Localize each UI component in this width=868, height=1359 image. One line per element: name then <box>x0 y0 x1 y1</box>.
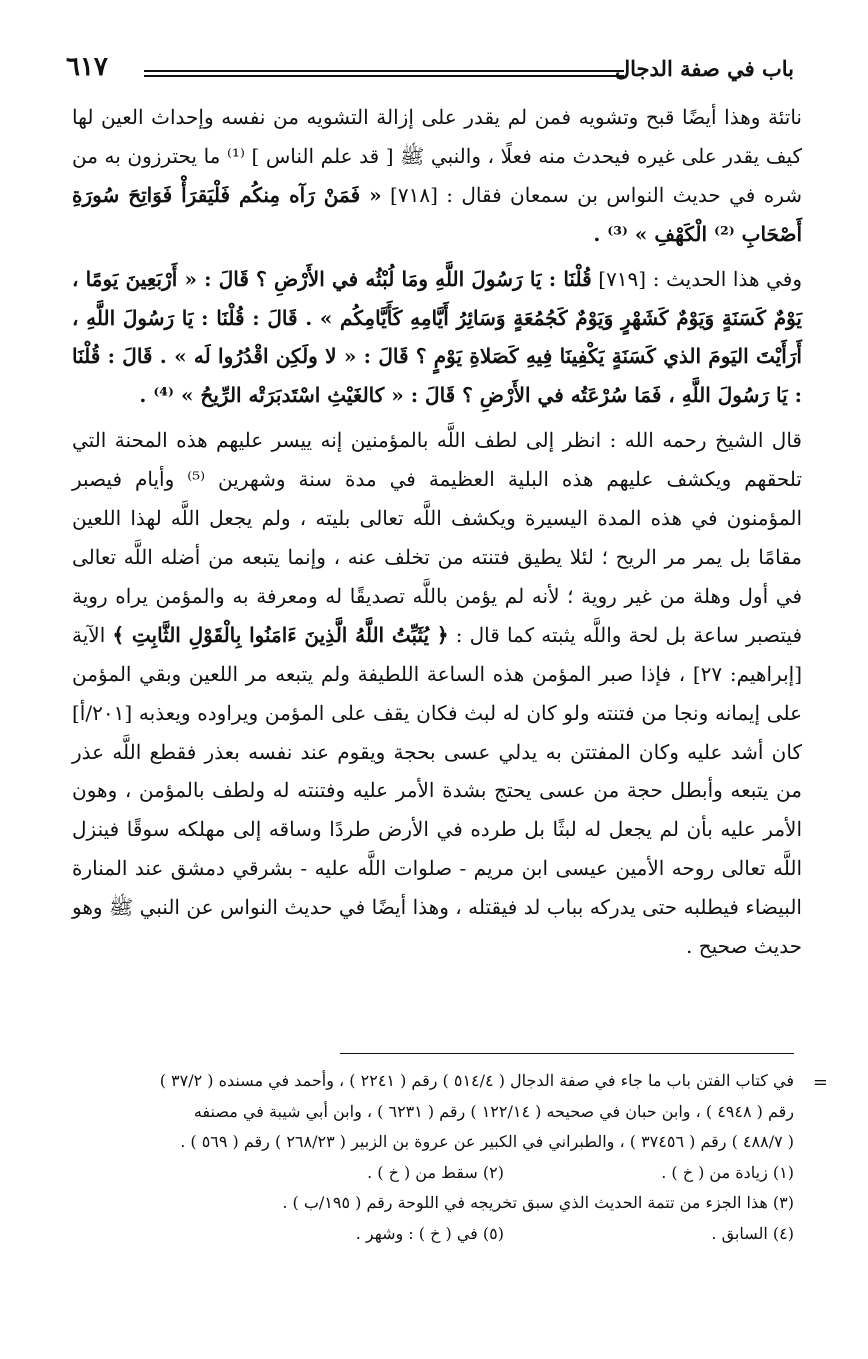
paragraph-1-text: ناتئة وهذا أيضًا قبح وتشويه فمن لم يقدر على إزالة التشويه من نفسه وإحداث العين لها كيف يقدر على غيره فيحدث منه فعلًا ، والنبي ﷺ [ قد علم الناس ] ⁽¹⁾ ما يحترزون به من شره في حديث النواس بن سمعان فقال : [٧١٨] <box>72 105 803 207</box>
paragraph-3-text: قال الشيخ رحمه الله : انظر إلى لطف اللَّه بالمؤمنين إنه ييسر عليهم هذه المحنة التي تلحقهم ويكشف عليهم هذه البلية العظيمة في مدة سنة وشهرين ⁽⁵⁾ وأيام فيصبر المؤمنون في هذه المدة اليسيرة ويكشف اللَّه تعالى بليته ، ولم يجعل اللَّه لهذا اللعين مقامًا بل يمر مر الريح ؛ لئلا يطيق فتنته من تخلف عنه ، وإنما يتبعه من أضله اللَّه تعالى في أول وهلة من غير روية ؛ لأنه لم يؤمن باللَّه تصديقًا له ومعرفة به والمؤمن يراه روية فيتصبر ساعة بل لحة واللَّه يثبته كما قال : <box>72 428 802 647</box>
footnote-5: (٥) في ( خ ) : وشهر . <box>355 1223 504 1243</box>
footnote-continued-3: ( ٤٨٨/٧ ) رقم ( ٣٧٤٥٦ ) ، والطبراني في الكبير عن عروة بن الزبير ( ٢٦٨/٢٣ ) رقم ( ٥٦٩ ) . <box>180 1132 794 1151</box>
header-rule <box>144 70 624 77</box>
paragraph-2 <box>72 260 802 416</box>
footnote-1: (١) زيادة من ( خ ) . <box>661 1162 794 1182</box>
footnotes <box>66 1066 794 1249</box>
footnote-continued-1: في كتاب الفتن باب ما جاء في صفة الدجال ( ٥١٤/٤ ) رقم ( ٢٢٤١ ) ، وأحمد في مسنده ( ٣٧/٢ ) <box>159 1071 794 1090</box>
paragraph-2-intro: وفي هذا الحديث : [٧١٩] <box>598 266 802 291</box>
main-text <box>72 98 802 966</box>
footnote-4: (٤) السابق . <box>711 1223 794 1243</box>
footnote-continuation-marker: = <box>812 1072 828 1093</box>
footnote-row-1-2 <box>66 1158 794 1189</box>
chapter-title: باب في صفة الدجال <box>614 56 794 81</box>
footnote-row-4-5 <box>66 1219 794 1250</box>
quran-verse: ﴿ يُثَبِّتُ اللَّهُ الَّذِينَ ءَامَنُوا بِالْقَوْلِ الثَّابِتِ ﴾ <box>112 622 449 647</box>
paragraph-3-rest: الآية [إبراهيم: ٢٧] ، فإذا صبر المؤمن هذه الساعة اللطيفة ولم يتبعه مر اللعين وبقي المؤمن على إيمانه ونجا من فتنته ولو كان له لبث فكان يقف على المؤمن ويراوده ويعذبه [٢٠١/أ] كان أشد عليه وكان المفتتن به يدلي عسى بحجة ويقوم عند نفسه بعذر فقطع اللَّه عذر من يتبعه وأبطل حجة من عسى يحتج بشدة الأمر عليه وفتنته له ولطف بالمؤمن ، وهون الأمر عليه بأن لم يجعل له لبثًا بل طرده في الأرض طردًا وساقه إلى مهلكه سوقًا فينزل اللَّه تعالى روحه الأمين عيسى ابن مريم - صلوات اللَّه عليه - بشرقي دمشق عند المنارة البيضاء فيطلبه حتى يدركه بباب لد فيقتله ، وهذا أيضًا في حديث النواس عن النبي ﷺ وهو حديث صحيح . <box>72 622 802 959</box>
hadith-quote-2: قُلْنَا : يَا رَسُولَ اللَّهِ ومَا لُبْثُه في الأَرْضِ ؟ قَالَ : « أَرْبَعِينَ يَومًا ، يَوْمٌ كَسَنَةٍ وَيَوْمٌ كَشَهْرٍ وَيَوْمٌ كَجُمُعَةٍ وَسَائِرُ أَيَّامِهِ كَأَيَّامِكُم » . قَالَ : قُلْنَا : يَا رَسُولَ اللَّهِ ، أَرَأَيْتَ اليَومَ الذي كَسَنَةٍ يَكْفِينَا فِيهِ كَصَلاةِ يَوْمٍ ؟ قَالَ : « لا ولَكِن اقْدُرُوا لَه » . قَالَ : قُلْنَا : يَا رَسُولَ اللَّهِ ، فَمَا سُرْعَتُه في الأَرْضِ ؟ قَالَ : « كالغَيْثِ اسْتَدبَرَتْه الرِّيحُ » ⁽⁴⁾ . <box>72 266 802 408</box>
page-number: ٦١٧ <box>66 52 108 82</box>
hadith-quote-1: « فَمَنْ رَآه مِنكُم فَلْيَقرَأْ فَوَاتِحَ سُورَةِ أَصْحَابِ ⁽²⁾ الْكَهْفِ » ⁽³⁾ . <box>72 182 802 246</box>
footnote-continued-2: رقم ( ٤٩٤٨ ) ، وابن حبان في صحيحه ( ١٢٢/١٤ ) رقم ( ٦٢٣١ ) ، وابن أبي شيبة في مصنفه <box>193 1101 794 1121</box>
footnote-separator <box>340 1053 794 1054</box>
paragraph-1 <box>72 98 802 254</box>
running-header <box>66 52 794 86</box>
footnote-3: (٣) هذا الجزء من تتمة الحديث الذي سبق تخريجه في اللوحة رقم ( ١٩٥/ب ) . <box>282 1193 794 1212</box>
paragraph-3 <box>72 421 802 966</box>
footnote-2: (٢) سقط من ( خ ) . <box>367 1162 504 1182</box>
